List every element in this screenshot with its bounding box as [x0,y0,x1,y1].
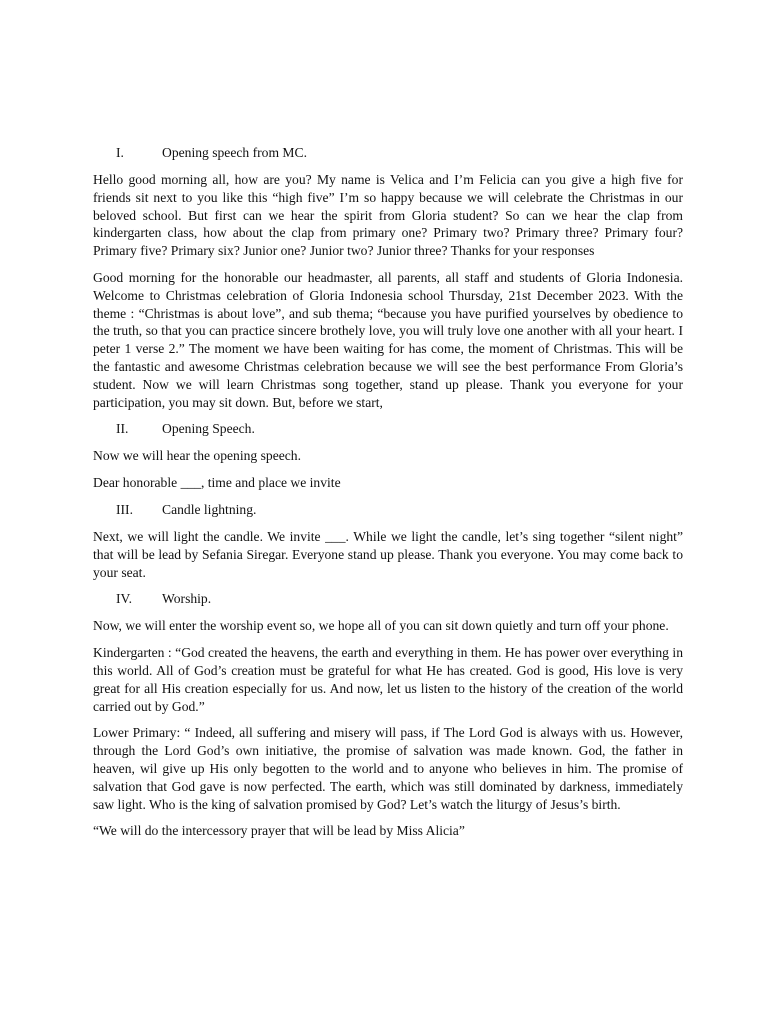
paragraph: Next, we will light the candle. We invite ___. While we light the candle, let’s sing together “silent night” that will be lead by Sefania Siregar. Everyone stand up please. Thank you everyone. You may come back to your seat. [93,528,683,580]
paragraph: Good morning for the honorable our headmaster, all parents, all staff and students of Gloria Indonesia. Welcome to Christmas celebration of Gloria Indonesia school Thursday, 21st December 2023. With the theme : “Christmas is about love”, and sub thema; “because you have purified yourselves by obedience to the truth, so that you can practice sincere brothely love, you will truly love one another with all your heart. I peter 1 verse 2.” The moment we have been waiting for has come, the moment of Christmas. This will be the fantastic and awesome Christmas celebration because we will see the best performance From Gloria’s student. Now we will learn Christmas song together, stand up please. Thank you everyone for your participation, you may sit down. But, before we start, [93,269,683,410]
paragraph: Hello good morning all, how are you? My name is Velica and I’m Felicia can you give a high five for friends sit next to you like this “high five” I’m so happy because we will celebrate the Christmas in our beloved school. But first can we hear the spirit from Gloria student? So can we hear the clap from kindergarten class, how about the clap from primary one? Primary two? Primary three? Primary four? Primary five? Primary six? Junior one? Junior two? Junior three? Thanks for your responses [93,172,683,259]
paragraph: Now, we will enter the worship event so, we hope all of you can sit down quietly and turn off your phone. [93,618,669,634]
section-number: III. [116,501,133,517]
section-title: Opening speech from MC. [162,145,307,160]
section-title: Opening Speech. [162,421,255,437]
section-heading-3 [93,501,683,519]
section-heading-4 [93,590,683,608]
section-title: Candle lightning. [162,501,257,517]
paragraph: Lower Primary: “ Indeed, all suffering and misery will pass, if The Lord God is always with us. However, through the Lord God’s own initiative, the promise of salvation was made known. God, the father in heaven, wil give up His only begotten to the world and to anyone who believes in him. The promise of salvation that God gave is now perfected. The earth, which was still dominated by darkness, immediately saw light. Who is the king of salvation promised by God? Let’s watch the liturgy of Jesus’s birth. [93,725,683,812]
section-number: II. [116,421,129,437]
section-title: Worship. [162,591,212,607]
section-heading-1 [93,144,683,162]
paragraph: Dear honorable ___, time and place we invite [93,475,341,491]
document-body [93,144,683,849]
section-number: IV. [116,591,132,607]
section-heading-2 [93,420,683,438]
paragraph: “We will do the intercessory prayer that will be lead by Miss Alicia” [93,823,465,839]
paragraph: Kindergarten : “God created the heavens, the earth and everything in them. He has power over everything in this world. All of God’s creation must be grateful for what He has created. God is good, His love is very great for all His creation especially for us. And now, let us listen to the history of the creation of the world carried out by God.” [93,645,683,714]
section-number: I. [116,145,124,160]
paragraph: Now we will hear the opening speech. [93,448,301,464]
